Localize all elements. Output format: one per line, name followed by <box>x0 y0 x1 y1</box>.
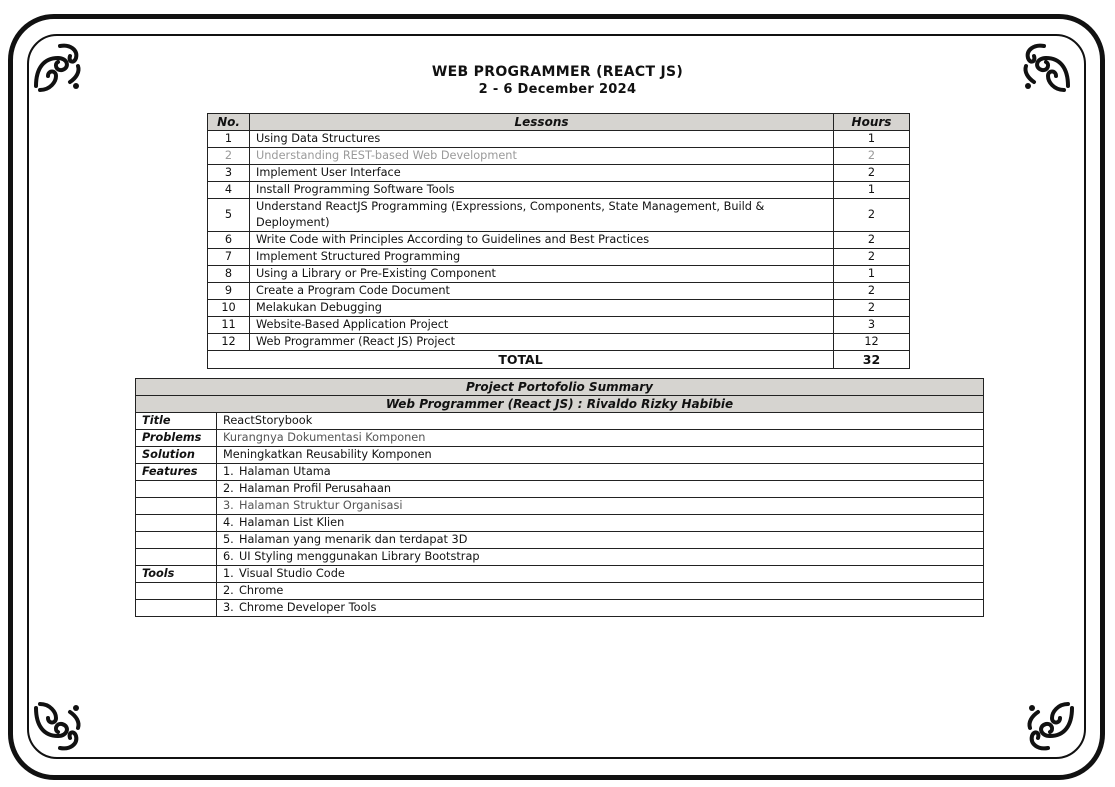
column-header-lessons: Lessons <box>250 114 834 131</box>
lesson-no: 7 <box>208 249 250 266</box>
tool-row <box>136 583 984 600</box>
feature-row <box>136 549 984 566</box>
feature-item <box>217 549 984 566</box>
lesson-hours: 2 <box>834 300 910 317</box>
summary-subheading: Web Programmer (React JS) : Rivaldo Rizky Habibie <box>136 396 984 413</box>
feature-row <box>136 532 984 549</box>
lesson-name: Using a Library or Pre-Existing Component <box>250 266 834 283</box>
lesson-no: 11 <box>208 317 250 334</box>
summary-row-solution <box>136 447 984 464</box>
lesson-no: 12 <box>208 334 250 351</box>
corner-ornament-icon <box>30 700 86 756</box>
empty-label <box>136 549 217 566</box>
lesson-hours: 2 <box>834 148 910 165</box>
lesson-hours: 2 <box>834 232 910 249</box>
feature-item <box>217 464 984 481</box>
feature-item <box>217 498 984 515</box>
lesson-name: Write Code with Principles According to Guidelines and Best Practices <box>250 232 834 249</box>
feature-text: UI Styling menggunakan Library Bootstrap <box>239 550 480 563</box>
lesson-hours: 3 <box>834 317 910 334</box>
date-range: 2 - 6 December 2024 <box>478 82 637 97</box>
empty-label <box>136 498 217 515</box>
lesson-hours: 2 <box>834 199 910 232</box>
lesson-name: Website-Based Application Project <box>250 317 834 334</box>
lesson-hours: 12 <box>834 334 910 351</box>
tool-number: 1. <box>223 567 234 580</box>
tool-text: Visual Studio Code <box>239 567 345 580</box>
portfolio-summary-table <box>135 378 984 617</box>
summary-row-title <box>136 413 984 430</box>
feature-row <box>136 481 984 498</box>
tool-text: Chrome <box>239 584 284 597</box>
lesson-hours: 1 <box>834 131 910 148</box>
lesson-name: Create a Program Code Document <box>250 283 834 300</box>
lesson-name: Using Data Structures <box>250 131 834 148</box>
feature-number: 3. <box>223 499 234 512</box>
lesson-no: 1 <box>208 131 250 148</box>
feature-number: 2. <box>223 482 234 495</box>
table-header-row <box>208 114 910 131</box>
feature-number: 6. <box>223 550 234 563</box>
feature-text: Halaman yang menarik dan terdapat 3D <box>239 533 468 546</box>
lesson-name: Implement User Interface <box>250 165 834 182</box>
lesson-no: 10 <box>208 300 250 317</box>
lesson-no: 4 <box>208 182 250 199</box>
lesson-no: 3 <box>208 165 250 182</box>
table-row <box>208 249 910 266</box>
summary-row-problems <box>136 430 984 447</box>
table-row <box>208 148 910 165</box>
table-row <box>208 334 910 351</box>
tool-item <box>217 583 984 600</box>
corner-ornament-icon <box>1022 700 1078 756</box>
table-row <box>208 266 910 283</box>
feature-number: 1. <box>223 465 234 478</box>
label-features: Features <box>136 464 217 481</box>
lesson-name: Install Programming Software Tools <box>250 182 834 199</box>
lesson-no: 6 <box>208 232 250 249</box>
column-header-hours: Hours <box>834 114 910 131</box>
feature-row <box>136 498 984 515</box>
page-title: WEB PROGRAMMER (REACT JS) <box>431 64 684 80</box>
lesson-name: Web Programmer (React JS) Project <box>250 334 834 351</box>
feature-text: Halaman List Klien <box>239 516 345 529</box>
lesson-no: 9 <box>208 283 250 300</box>
lesson-hours: 1 <box>834 266 910 283</box>
table-row <box>208 131 910 148</box>
value-solution: Meningkatkan Reusability Komponen <box>217 447 984 464</box>
feature-number: 5. <box>223 533 234 546</box>
feature-row <box>136 464 984 481</box>
table-row <box>208 232 910 249</box>
label-solution: Solution <box>136 447 217 464</box>
value-problems: Kurangnya Dokumentasi Komponen <box>217 430 984 447</box>
empty-label <box>136 532 217 549</box>
summary-subheading-row <box>136 396 984 413</box>
lessons-table <box>207 113 910 369</box>
feature-item <box>217 532 984 549</box>
feature-item <box>217 481 984 498</box>
tool-number: 2. <box>223 584 234 597</box>
table-row <box>208 300 910 317</box>
feature-text: Halaman Profil Perusahaan <box>239 482 392 495</box>
table-row <box>208 199 910 232</box>
summary-heading: Project Portofolio Summary <box>136 379 984 396</box>
table-row <box>208 283 910 300</box>
value-title: ReactStorybook <box>217 413 984 430</box>
tool-row <box>136 600 984 617</box>
summary-heading-row <box>136 379 984 396</box>
label-tools: Tools <box>136 566 217 583</box>
lesson-name: Understanding REST-based Web Development <box>250 148 834 165</box>
lesson-hours: 2 <box>834 283 910 300</box>
lesson-hours: 2 <box>834 249 910 266</box>
tool-row <box>136 566 984 583</box>
lesson-name: Implement Structured Programming <box>250 249 834 266</box>
empty-label <box>136 583 217 600</box>
column-header-no: No. <box>208 114 250 131</box>
lesson-hours: 2 <box>834 165 910 182</box>
empty-label <box>136 515 217 532</box>
tool-number: 3. <box>223 601 234 614</box>
feature-text: Halaman Utama <box>239 465 331 478</box>
table-row <box>208 165 910 182</box>
label-title: Title <box>136 413 217 430</box>
total-row <box>208 351 910 369</box>
feature-number: 4. <box>223 516 234 529</box>
lesson-name: Melakukan Debugging <box>250 300 834 317</box>
empty-label <box>136 481 217 498</box>
total-label: TOTAL <box>208 351 834 369</box>
empty-label <box>136 600 217 617</box>
total-hours: 32 <box>834 351 910 369</box>
table-row <box>208 317 910 334</box>
tool-text: Chrome Developer Tools <box>239 601 377 614</box>
table-row <box>208 182 910 199</box>
feature-text: Halaman Struktur Organisasi <box>239 499 403 512</box>
feature-row <box>136 515 984 532</box>
lesson-hours: 1 <box>834 182 910 199</box>
lesson-no: 2 <box>208 148 250 165</box>
lesson-name: Understand ReactJS Programming (Expressions, Components, State Management, Build & Deployment) <box>250 199 834 232</box>
label-problems: Problems <box>136 430 217 447</box>
lesson-no: 8 <box>208 266 250 283</box>
tool-item <box>217 566 984 583</box>
feature-item <box>217 515 984 532</box>
lesson-no: 5 <box>208 199 250 232</box>
tool-item <box>217 600 984 617</box>
